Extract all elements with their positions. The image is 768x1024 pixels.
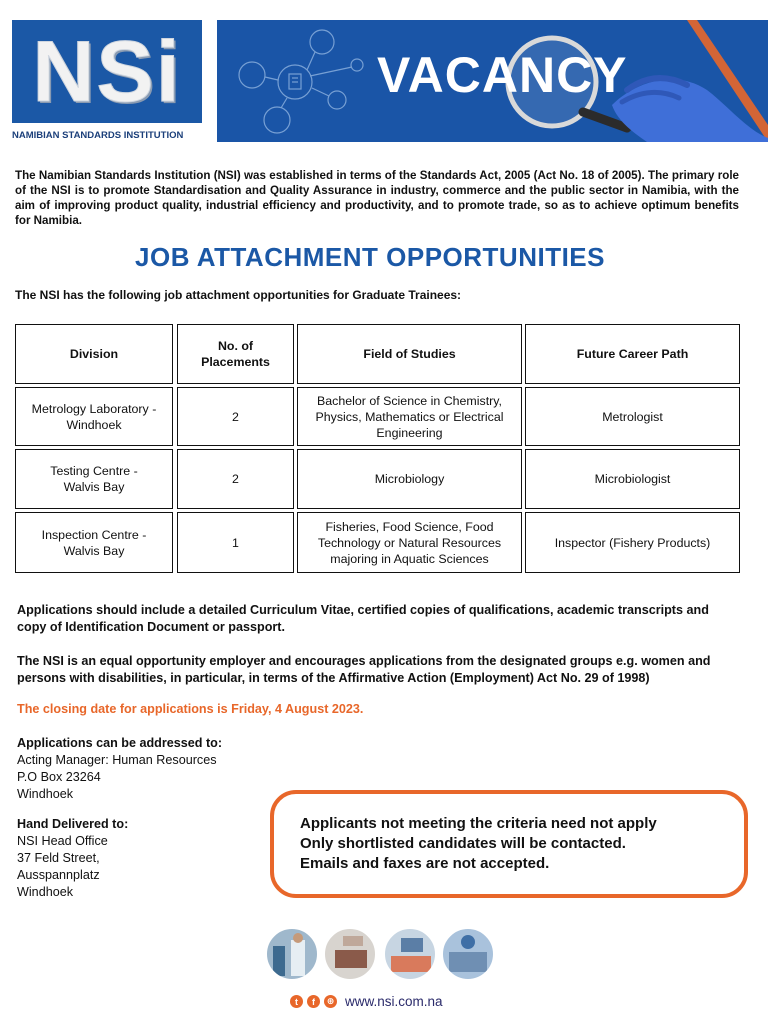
table-cell-division: Testing Centre - Walvis Bay [15,449,173,509]
table-header-division: Division [15,324,173,384]
table-cell-placements: 1 [177,512,294,573]
web-icon[interactable]: ⊕ [324,995,337,1008]
intro-paragraph: The Namibian Standards Institution (NSI) was established in terms of the Standards Act, 2005 (Act No. 18 of 2005). The primary role of the NSI is to promote Standardisation and Quality Assurance in industry, commerce and the public sector in Namibia, with the aim of improving product quality, industrial efficiency and productivity, and to promote trade, so as to achieve optimum benefits for Namibia. [15,169,739,227]
website-link[interactable]: www.nsi.com.na [345,994,443,1009]
closing-date: The closing date for applications is Friday, 4 August 2023. [17,702,364,716]
table-cell-division: Inspection Centre - Walvis Bay [15,512,173,573]
twitter-icon[interactable]: t [290,995,303,1008]
logo-text: NSi [32,23,182,120]
postal-address-line: P.O Box 23264 [17,770,101,784]
facebook-icon[interactable]: f [307,995,320,1008]
lead-text: The NSI has the following job attachment opportunities for Graduate Trainees: [15,288,462,302]
hand-delivery-address [17,816,128,901]
logo-box [12,20,202,123]
logo-caption: NAMIBIAN STANDARDS INSTITUTION [12,130,184,141]
hand-delivery-line: Windhoek [17,885,74,899]
applications-paragraph: Applications should include a detailed Curriculum Vitae, certified copies of qualifications, academic transcripts and copy of Identification Document or passport. [17,603,709,634]
table-cell-division: Metrology Laboratory - Windhoek [15,387,173,446]
notice-box [270,790,748,898]
lab-photo-2 [323,926,379,982]
notice-line: Applicants not meeting the criteria need not apply [300,815,657,832]
footer [290,994,443,1009]
table-header-career: Future Career Path [525,324,740,384]
table-cell-field: Bachelor of Science in Chemistry, Physics, Mathematics or Electrical Engineering [297,387,522,446]
postal-address [17,735,222,803]
table-cell-field: Microbiology [297,449,522,509]
equal-opportunity-paragraph: The NSI is an equal opportunity employer and encourages applications from the designated groups e.g. women and persons with disabilities, in particular, in terms of the Affirmative Action (Employment) Act No. 29 of 1998) [17,654,711,685]
hand-delivery-line: 37 Feld Street, [17,851,100,865]
vacancy-banner [217,20,768,142]
notice-line: Only shortlisted candidates will be contacted. [300,835,626,852]
page-title: JOB ATTACHMENT OPPORTUNITIES [135,242,605,272]
table-header-placements: No. of Placements [177,324,294,384]
lab-photo-3 [383,926,439,982]
lab-photo-4 [441,926,497,982]
lab-photo-1 [265,926,321,982]
table-header-field: Field of Studies [297,324,522,384]
table-cell-placements: 2 [177,387,294,446]
notice-line: Emails and faxes are not accepted. [300,855,550,872]
table-cell-career: Microbiologist [525,449,740,509]
table-cell-placements: 2 [177,449,294,509]
table-cell-career: Metrologist [525,387,740,446]
hand-delivery-line: Ausspannplatz [17,868,100,882]
hand-delivery-heading: Hand Delivered to: [17,817,129,831]
table-cell-field: Fisheries, Food Science, Food Technology or Natural Resources majoring in Aquatic Sciences [297,512,522,573]
nsi-logo [12,20,202,142]
photo-strip [265,926,497,982]
hand-delivery-line: NSI Head Office [17,834,108,848]
postal-address-heading: Applications can be addressed to: [17,736,223,750]
table-cell-career: Inspector (Fishery Products) [525,512,740,573]
postal-address-line: Acting Manager: Human Resources [17,753,217,767]
vacancy-title: VACANCY [377,47,628,103]
postal-address-line: Windhoek [17,787,74,801]
